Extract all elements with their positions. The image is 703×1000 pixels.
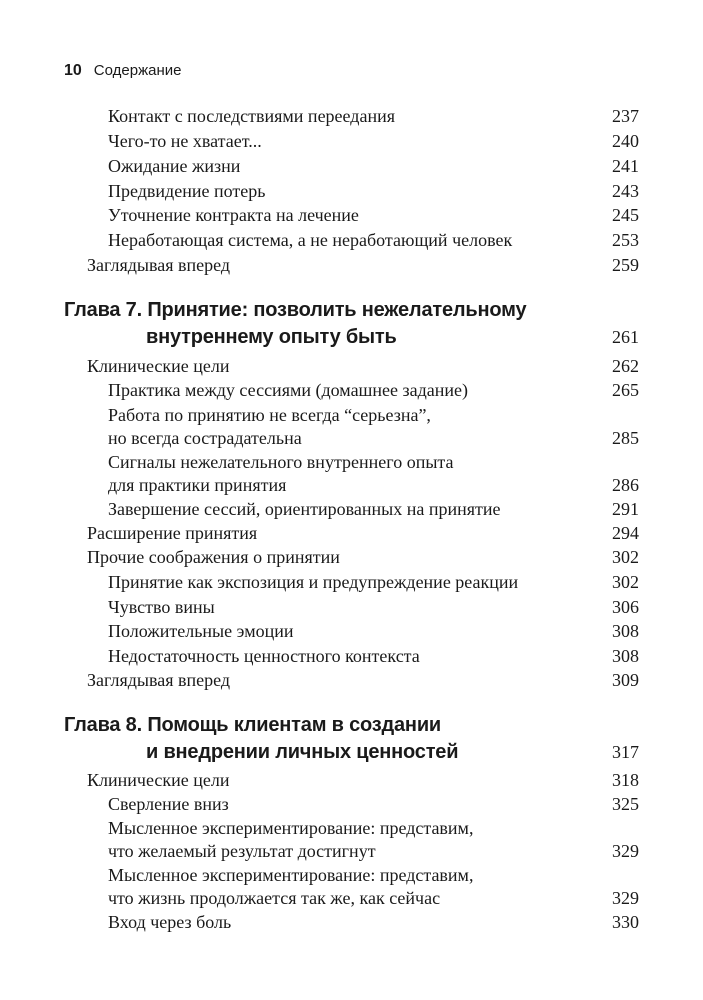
toc-page: 330 xyxy=(612,912,639,932)
toc-entry: Вход через боль xyxy=(108,912,232,932)
toc-page: 286 xyxy=(612,475,639,495)
toc-page: 302 xyxy=(612,572,639,592)
toc-page: 241 xyxy=(612,156,639,176)
toc-page: 325 xyxy=(612,794,639,814)
toc-entry: Клинические цели xyxy=(87,770,230,790)
toc-entry: Предвидение потерь xyxy=(108,181,266,201)
toc-entry: Контакт с последствиями переедания xyxy=(108,106,395,126)
toc-page: 308 xyxy=(612,621,639,641)
toc-entry: Уточнение контракта на лечение xyxy=(108,205,359,225)
toc-page: 302 xyxy=(612,547,639,567)
toc-page: 309 xyxy=(612,670,639,690)
running-header xyxy=(64,62,181,80)
toc-page: 308 xyxy=(612,646,639,666)
toc-entry: Работа по принятию не всегда “серьезна”, но всегда сострадательна xyxy=(108,405,431,448)
toc-page: 285 xyxy=(612,428,639,448)
toc-page: 243 xyxy=(612,181,639,201)
toc-entry: Мысленное экспериментирование: представим, что жизнь продолжается так же, как сейчас xyxy=(108,865,474,908)
toc-page: 329 xyxy=(612,888,639,908)
toc-entry: Практика между сессиями (домашнее задание) xyxy=(108,380,469,400)
toc-page: 294 xyxy=(612,523,639,543)
section-title: Содержание xyxy=(93,62,182,79)
toc-page: 240 xyxy=(612,131,639,151)
toc-page: 253 xyxy=(612,230,639,250)
toc-page: 245 xyxy=(612,205,639,225)
chapter-heading: Глава 7. Принятие: позволить нежелательному внутреннему опыту быть xyxy=(64,299,527,348)
toc-entry: Ожидание жизни xyxy=(108,156,241,176)
toc-entry: Мысленное экспериментирование: представим, что желаемый результат достигнут xyxy=(108,818,474,861)
toc-entry: Заглядывая вперед xyxy=(87,670,231,690)
toc-page: 317 xyxy=(612,742,639,762)
toc-entry: Завершение сессий, ориентированных на принятие xyxy=(108,499,501,519)
toc-entry: Сверление вниз xyxy=(108,794,229,814)
toc-entry: Сигналы нежелательного внутреннего опыта для практики принятия xyxy=(108,452,454,495)
toc-entry: Чувство вины xyxy=(108,597,215,617)
toc-entry: Клинические цели xyxy=(87,356,230,376)
toc-entry: Принятие как экспозиция и предупреждение реакции xyxy=(108,572,519,592)
chapter-heading: Глава 8. Помощь клиентам в создании и внедрении личных ценностей xyxy=(64,714,459,763)
toc-page: 291 xyxy=(612,499,639,519)
toc-page: 262 xyxy=(612,356,639,376)
toc-entry: Прочие соображения о принятии xyxy=(87,547,340,567)
toc-entry: Расширение принятия xyxy=(87,523,258,543)
toc-page: 329 xyxy=(612,841,639,861)
toc-entry: Неработающая система, а не неработающий человек xyxy=(108,230,513,250)
toc-page: 306 xyxy=(612,597,639,617)
toc-entry: Заглядывая вперед xyxy=(87,255,231,275)
toc-page: 261 xyxy=(612,327,639,347)
toc-page: 237 xyxy=(612,106,639,126)
toc-page: 318 xyxy=(612,770,639,790)
toc-entry: Положительные эмоции xyxy=(108,621,294,641)
toc-entry: Недостаточность ценностного контекста xyxy=(108,646,420,666)
toc-page: 259 xyxy=(612,255,639,275)
toc-page: 265 xyxy=(612,380,639,400)
page-number: 10 xyxy=(64,62,82,79)
toc-entry: Чего-то не хватает... xyxy=(108,131,262,151)
